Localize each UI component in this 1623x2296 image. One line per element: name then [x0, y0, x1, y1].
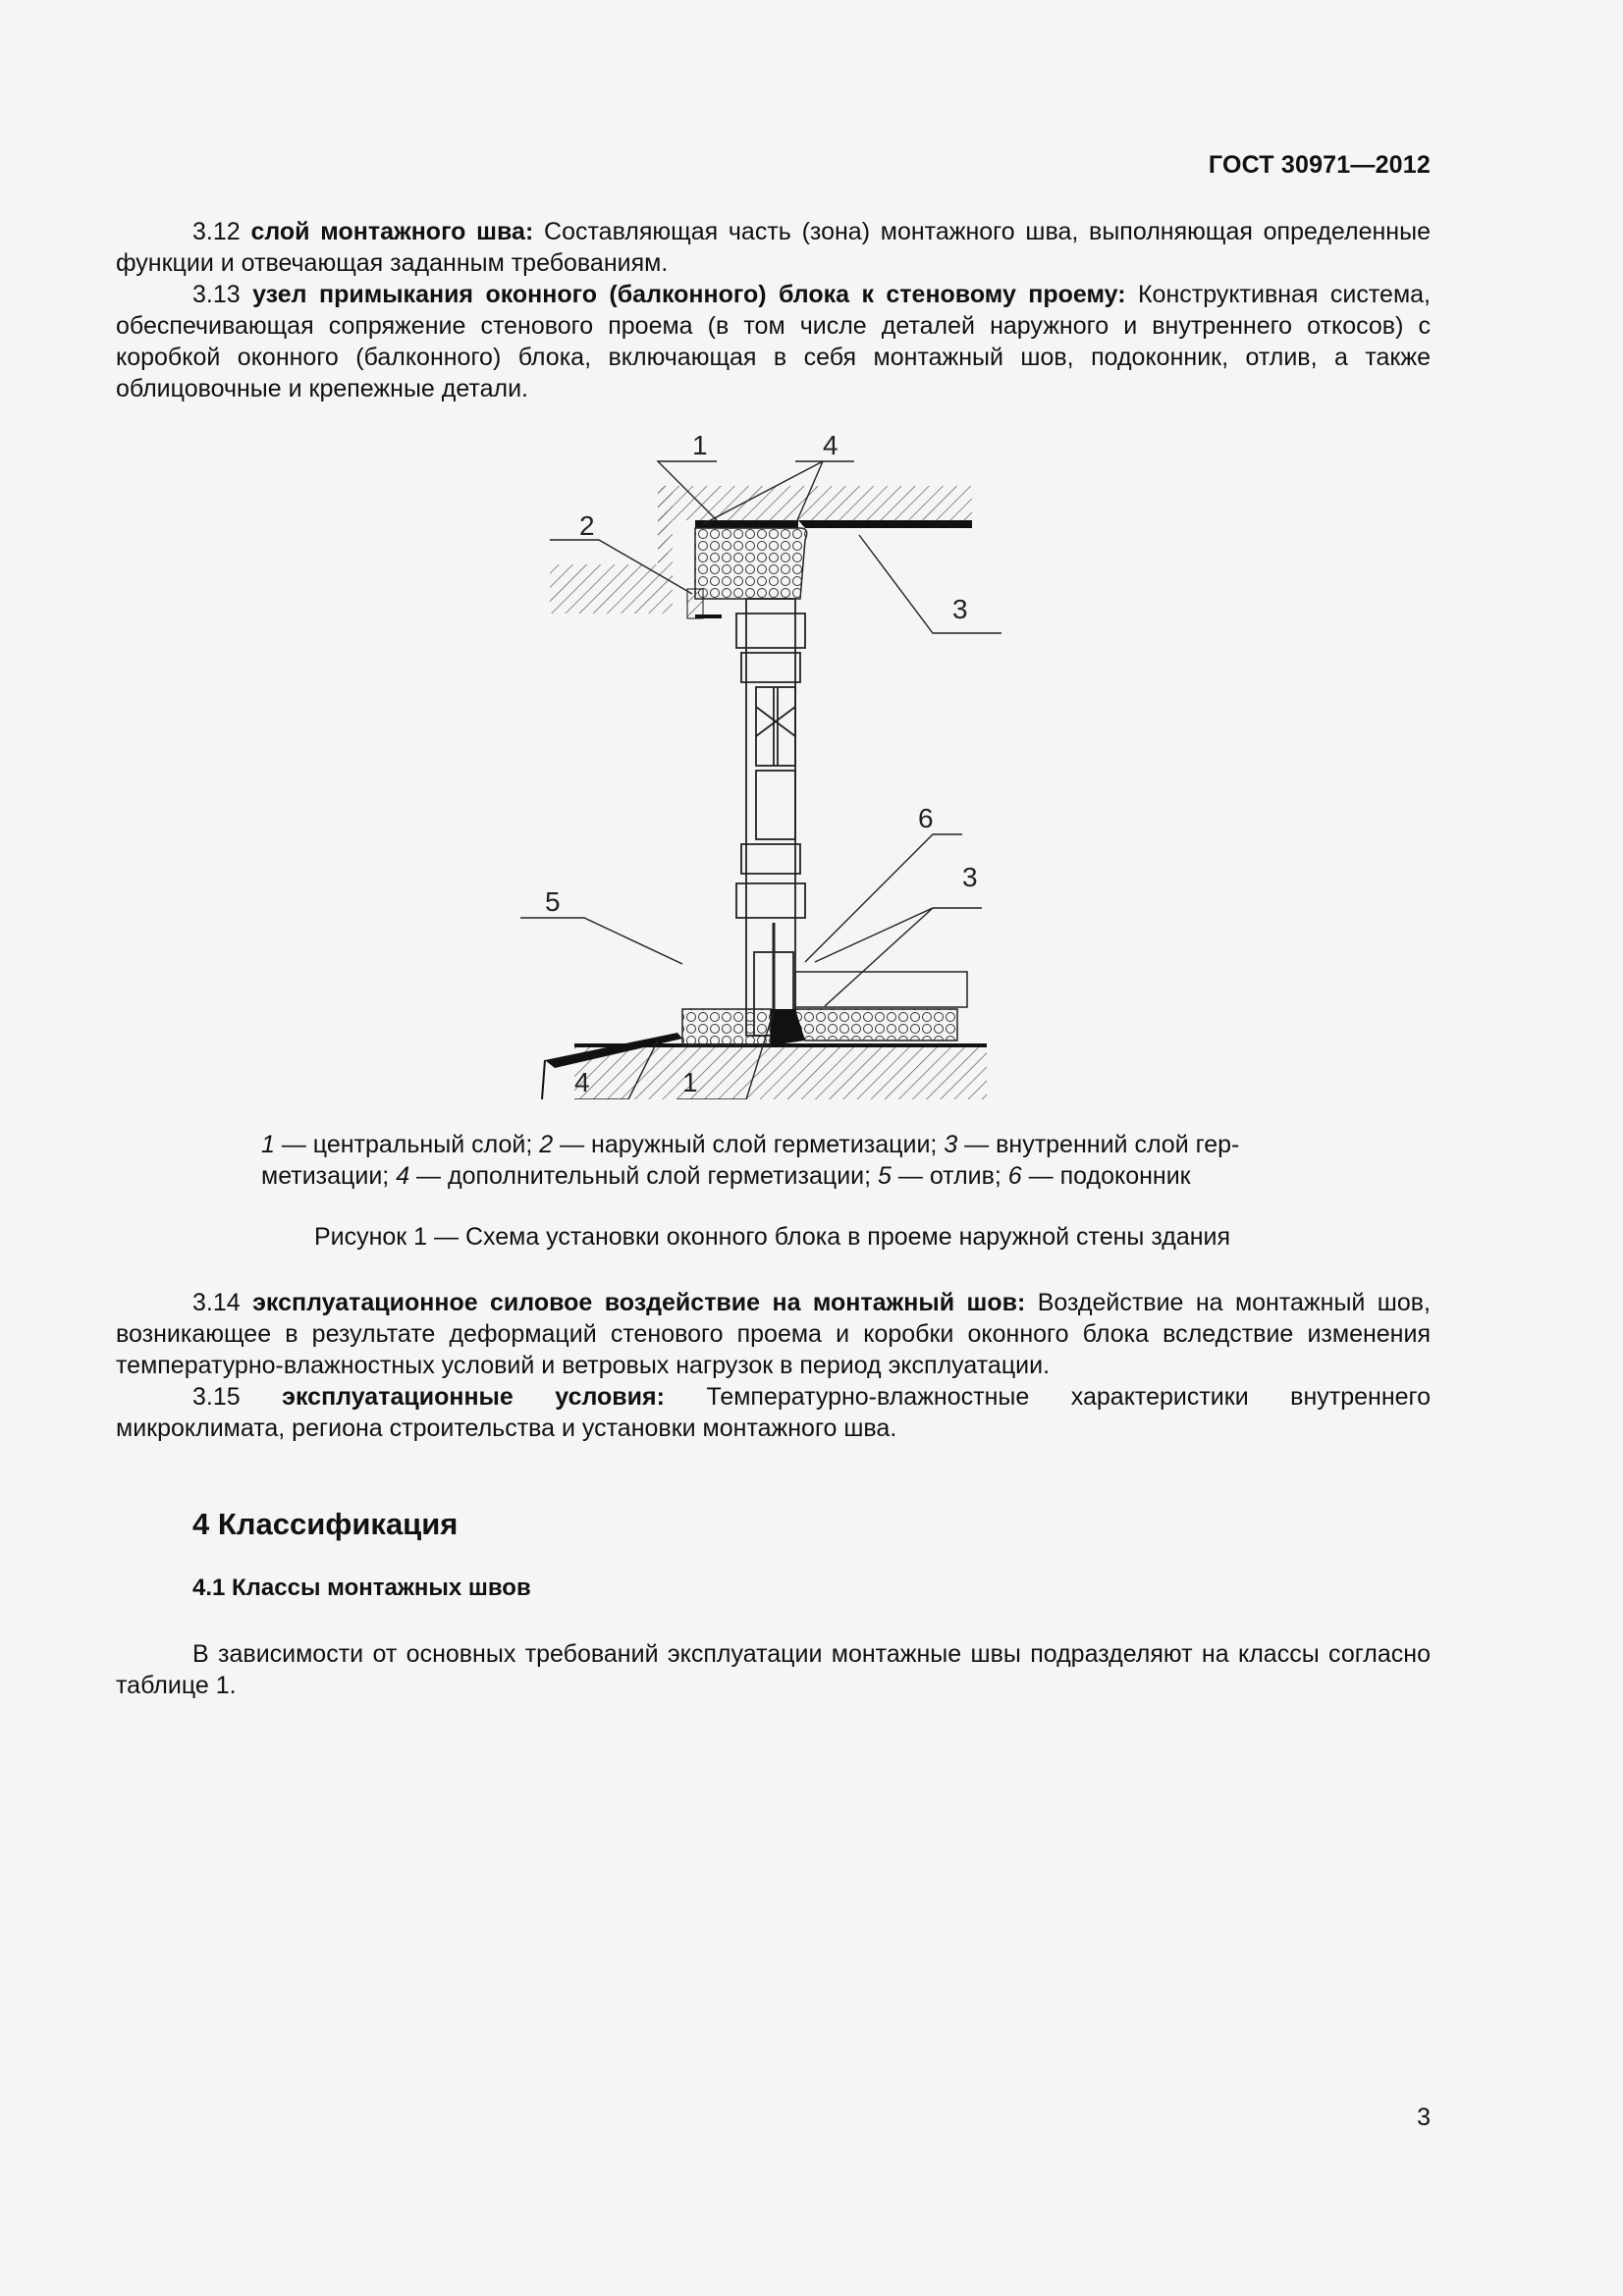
figure-legend: [261, 1129, 1380, 1192]
label-3-bottom: 3: [962, 862, 978, 892]
label-1-top: 1: [692, 430, 708, 460]
classification-paragraph: В зависимости от основных требований эксплуатации монтажные швы подразделяют на классы согласно таблице 1.: [116, 1640, 1431, 1699]
definition-3-12: 3.12 слой монтажного шва: Составляющая часть (зона) монтажного шва, выполняющая определенные функции и отвечающая заданным требованиям.: [116, 218, 1431, 277]
legend-line-2: метизации; 4 — дополнительный слой герметизации; 5 — отлив; 6 — подоконник: [261, 1162, 1191, 1190]
section-heading: 4 Классификация: [192, 1507, 459, 1541]
definition-3-14: 3.14 эксплуатационное силовое воздействие на монтажный шов: Воздействие на монтажный шов, возникающее в результате деформаций стенового проема и коробки оконного блока вследствие изменения температурно-влажностных условий и ветровых нагрузок в период эксплуатации.: [116, 1289, 1431, 1379]
definition-3-15: 3.15 эксплуатационные условия: Температурно-влажностные характеристики внутреннего микроклимата, региона строительства и установки монтажного шва.: [116, 1383, 1431, 1442]
label-6: 6: [918, 803, 934, 833]
label-4-bottom: 4: [574, 1067, 590, 1097]
window-profile: [736, 599, 805, 1036]
legend-line-1: 1 — центральный слой; 2 — наружный слой герметизации; 3 — внутренний слой гер-: [261, 1131, 1240, 1158]
bottom-wall: [574, 1045, 987, 1099]
figure-caption: Рисунок 1 — Схема установки оконного блока в проеме наружной стены здания: [313, 1223, 1231, 1251]
label-2: 2: [579, 510, 595, 541]
definitions-bottom: [116, 1287, 1431, 1444]
page-number: 3: [1417, 2104, 1431, 2131]
label-1-bottom: 1: [682, 1067, 698, 1097]
top-seal: [687, 520, 972, 618]
label-3-top: 3: [952, 594, 968, 624]
window-installation-diagram: [520, 422, 1031, 1099]
document-code: ГОСТ 30971—2012: [1208, 151, 1431, 179]
label-5: 5: [545, 886, 561, 917]
label-4-top: 4: [823, 430, 839, 460]
definitions-top: [116, 216, 1431, 404]
subsection-heading: 4.1 Классы монтажных швов: [192, 1575, 531, 1601]
definition-3-13: 3.13 узел примыкания оконного (балконного) блока к стеновому проему: Конструктивная система, обеспечивающая сопряжение стенового проема (в том числе деталей наружного и внутреннего откосов) с коробкой оконного (балконного) блока, включающая в себя монтажный шов, подоконник, отлив, а также облицовочные и крепежные детали.: [116, 281, 1431, 402]
classification-text: [116, 1638, 1431, 1701]
